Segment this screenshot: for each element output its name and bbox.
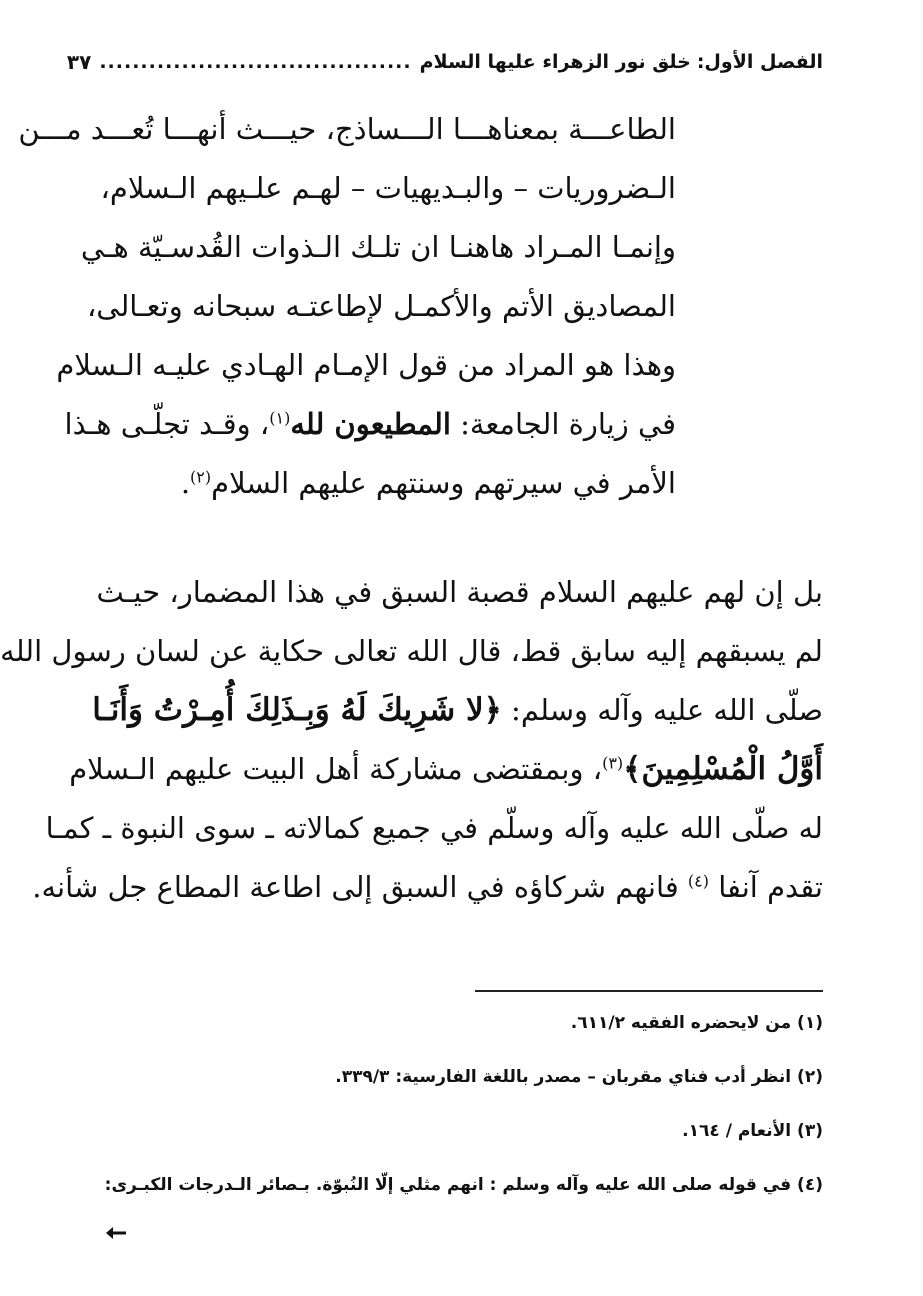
indented-paragraph <box>18 100 676 550</box>
paragraph-line: بل إن لهم عليهم السلام قصبة السبق في هذا المضمار، حيـث <box>96 575 823 609</box>
paragraph-line: الـضروريات – والبـديهيات – لهـم علـيهم الـسلام، <box>100 171 676 205</box>
main-paragraph <box>0 563 823 958</box>
paragraph-line <box>64 395 676 454</box>
footnote-2: (٢) انظر أدب فناي مقربان – مصدر باللغة الفارسية: ٣٣٩/٣. <box>335 1067 823 1087</box>
document-page <box>1 0 923 1296</box>
paragraph-line: وهذا هو المراد من قول الإمـام الهـادي عليـه الـسلام <box>56 348 676 382</box>
footnote-reference[interactable]: (١) <box>269 408 291 428</box>
footnote-1: (١) من لايحضره الفقيه ٦١١/٢. <box>570 1013 823 1033</box>
paragraph-line: له صلّى الله عليه وآله وسلّم في جميع كمالاته ـ سوى النبوة ـ كمـا <box>45 811 823 845</box>
quran-quotation: ﴿لا شَرِيكَ لَهُ وَبِـذَلِكَ أُمِـرْتُ وَأَنَـا <box>92 692 502 728</box>
quran-quotation: أَوَّلُ الْمُسْلِمِينَ﴾ <box>623 751 823 787</box>
footnote-4: (٤) في قوله صلى الله عليه وآله وسلم : انهم مثلي إلّا النُبوّة. بـصائر الـدرجات الكبـرى: <box>104 1175 823 1195</box>
paragraph-line: لم يسبقهم إليه سابق قط، قال الله تعالى حكاية عن لسان رسول الله <box>0 634 823 668</box>
chapter-label: الفصل الأول: <box>696 51 823 73</box>
footnote-reference[interactable]: (٤) <box>687 871 709 891</box>
line-text: صلّى الله عليه وآله وسلم: <box>501 693 823 727</box>
paragraph-line <box>69 740 823 799</box>
chapter-title: خلق نور الزهراء عليها السلام <box>419 51 691 73</box>
line-text: فانهم شركاؤه في السبق إلى اطاعة المطاع جل شأنه. <box>32 870 688 904</box>
line-text: تقدم آنفا <box>709 870 823 904</box>
continuation-arrow-icon <box>105 1226 127 1240</box>
emphasized-phrase: المطيعون لله <box>290 407 451 441</box>
line-text: الأمر في سيرتهم وسنتهم عليهم السلام <box>211 466 676 500</box>
chapter-heading <box>420 51 823 73</box>
running-header <box>66 44 823 80</box>
footnotes <box>101 1010 823 1226</box>
paragraph-line: المصاديق الأتم والأكمـل لإطاعتـه سبحانه وتعـالى، <box>86 289 676 323</box>
footnote-separator <box>475 990 823 992</box>
line-text: ، وبمقتضى مشاركة أهل البيت عليهم الـسلام <box>69 752 603 786</box>
paragraph-line: الطاعـــة بمعناهـــا الـــساذج، حيـــث أنهـــا تُعـــد مـــن <box>18 112 676 146</box>
paragraph-line <box>101 454 676 513</box>
footnote-3: (٣) الأنعام / ١٦٤. <box>682 1121 823 1141</box>
paragraph-line <box>92 681 823 740</box>
leader-dots: ...................................... <box>99 51 412 73</box>
line-text: في زيارة الجامعة: <box>450 407 676 441</box>
footnote-reference[interactable]: (٣) <box>602 753 624 773</box>
page-number: ٣٧ <box>66 50 92 74</box>
line-text: ، وقـد تجلّـى هـذا <box>64 407 270 441</box>
paragraph-line <box>32 858 823 917</box>
line-end: . <box>180 466 191 500</box>
paragraph-line: وإنمـا المـراد هاهنـا ان تلـك الـذوات القُدسـيّة هـي <box>80 230 676 264</box>
footnote-reference[interactable]: (٢) <box>190 467 212 487</box>
